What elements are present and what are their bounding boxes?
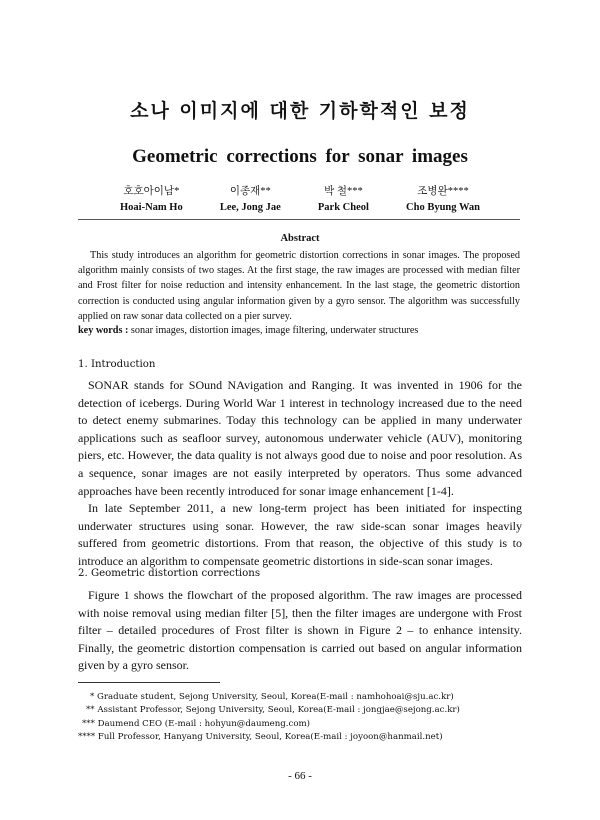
abstract-heading: Abstract — [280, 233, 320, 244]
footnote-2: ** Assistant Professor, Sejong University, Seoul, Korea(E-mail : jongjae@sejong.ac.kr) — [86, 705, 460, 716]
keywords-text: sonar images, distortion images, image filtering, underwater structures — [130, 325, 419, 336]
footnote-divider — [78, 682, 220, 683]
section-2-body — [78, 587, 522, 675]
author-1-name-korean: 호호아이남* — [123, 186, 180, 197]
author-2-name-english: Lee, Jong Jae — [219, 202, 281, 213]
author-3-name-korean: 박 철*** — [324, 186, 363, 197]
keywords — [78, 325, 520, 336]
author-list — [120, 184, 480, 216]
author-4-name-english: Cho Byung Wan — [406, 202, 480, 213]
author-1-name-english: Hoai-Nam Ho — [120, 202, 183, 213]
abstract-text: This study introduces an algorithm for geometric distortion corrections in sonar images. The proposed algorithm mainly consists of two stages. At the first stage, the raw images are processed with median filter and Frost filter for noise reduction and intensity enhancement. In the last stage, the geometric distortion correction is conducted using angular information given by a gyro sensor. The algorithm was successfully applied on raw sonar data collected on a pier survey. — [78, 250, 520, 322]
section-1-paragraph-2: In late September 2011, a new long-term project has been initiated for inspecting underwater structures using sonar. However, the raw side-scan sonar images heavily suffered from geometric distortions. From that reason, the objective of this study is to introduce an algorithm to compensate geometric distortions in side-scan sonar images. — [78, 501, 522, 568]
paper-title-english: Geometric corrections for sonar images — [132, 146, 468, 167]
section-1-paragraph-1: SONAR stands for SOund NAvigation and Ranging. It was invented in 1906 for the detection of icebergs. During World War 1 interest in technology increased due to the need to detect enemy submarines. Today this technology can be applied in many underwater applications such as seafloor survey, autonomous underwater vehicle (AUV), monitoring piers, etc. However, the data quality is not always good due to noise and poor resolution. As a sequence, sonar images are not easily interpreted by operators. Thus some advanced approaches have been recently introduced for sonar image enhancement [1-4]. — [78, 378, 522, 498]
section-1-body — [78, 377, 522, 571]
footnote-4: **** Full Professor, Hanyang University, Seoul, Korea(E-mail : joyoon@hanmail.net) — [78, 732, 443, 743]
footnote-3: *** Daumend CEO (E-mail : hohyun@daumeng.com) — [82, 718, 311, 729]
header-divider — [78, 219, 520, 220]
author-1 — [120, 184, 183, 216]
author-2-name-korean: 이종재** — [229, 186, 271, 197]
keywords-label: key words : — [78, 325, 129, 336]
footnotes — [78, 691, 538, 745]
author-4-name-korean: 조병완**** — [417, 186, 469, 197]
author-3 — [318, 184, 369, 216]
author-3-name-english: Park Cheol — [317, 202, 369, 213]
section-2-paragraph-1: Figure 1 shows the flowchart of the proposed algorithm. The raw images are processed with noise removal using median filter [5], then the filter images are undergone with Frost filter – detailed procedures of Frost filter is shown in Figure 2 – to enhance intensity. Finally, the geometric distortion compensation is carried out based on angular information given by a gyro sensor. — [78, 588, 522, 673]
author-4 — [406, 184, 480, 216]
section-1-heading: 1. Introduction — [78, 359, 156, 370]
paper-title-korean: 소나 이미지에 대한 기하학적인 보정 — [130, 100, 470, 122]
author-2 — [220, 184, 281, 216]
section-2-heading: 2. Geometric distortion corrections — [78, 568, 261, 579]
page-number: - 66 - — [288, 770, 312, 782]
footnote-1: * Graduate student, Sejong University, Seoul, Korea(E-mail : namhohoai@sju.ac.kr) — [90, 692, 454, 702]
